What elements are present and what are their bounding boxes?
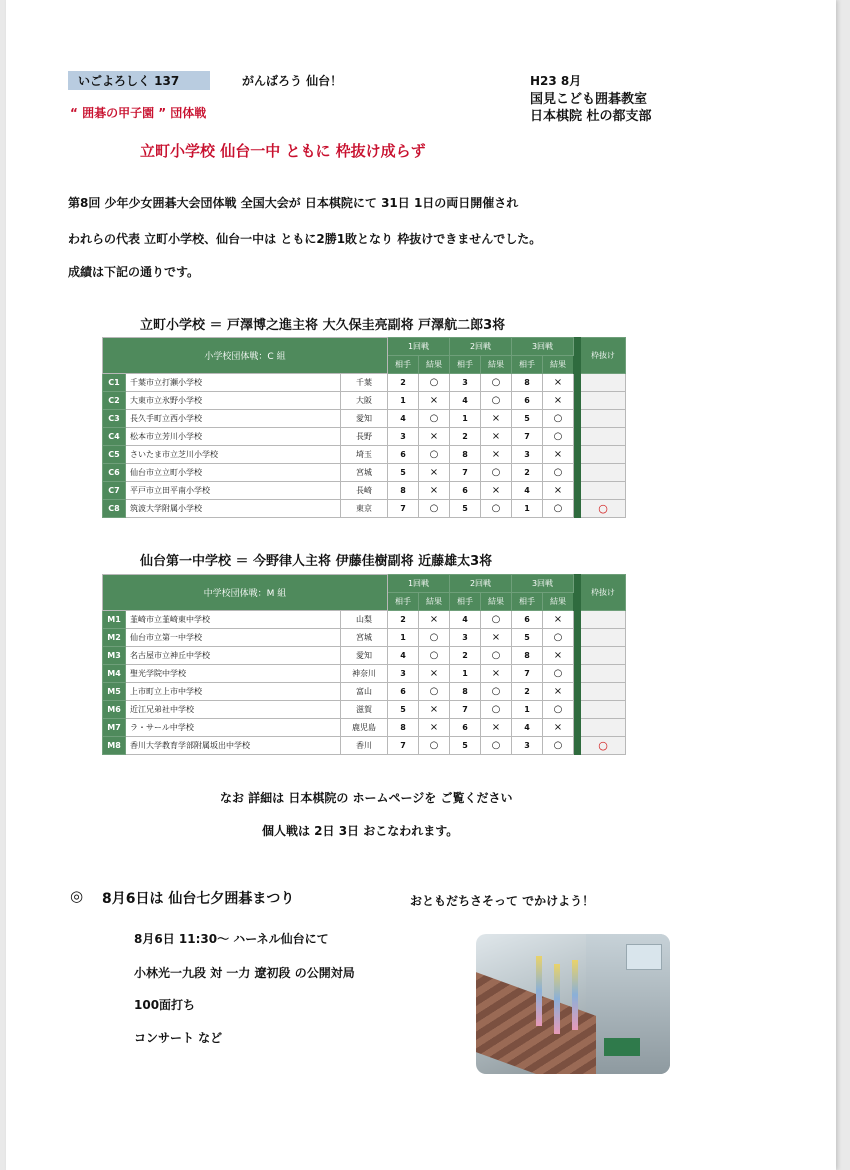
result-header: 結果 <box>419 356 450 374</box>
pass-cell <box>581 665 626 683</box>
pass-cell <box>581 446 626 464</box>
headline: 立町小学校 仙台一中 ともに 枠抜け成らず <box>140 142 426 160</box>
team-id: M5 <box>103 683 126 701</box>
divider <box>574 428 581 446</box>
match-result: ○ <box>543 737 574 755</box>
pass-cell <box>581 500 626 518</box>
opponent-number: 2 <box>450 647 481 665</box>
subtitle: “ 囲碁の甲子園 ” 団体戦 <box>70 106 207 120</box>
match-result: ○ <box>481 392 512 410</box>
prefecture: 山梨 <box>341 611 388 629</box>
opponent-number: 8 <box>388 482 419 500</box>
table-row <box>103 428 626 446</box>
prefecture: 愛知 <box>341 410 388 428</box>
opponent-number: 1 <box>512 701 543 719</box>
team-id: C1 <box>103 374 126 392</box>
match-result: ○ <box>481 500 512 518</box>
divider <box>574 575 581 611</box>
opponent-number: 2 <box>512 683 543 701</box>
round-header: 2回戦 <box>450 575 512 593</box>
match-result: × <box>543 611 574 629</box>
opponent-number: 8 <box>512 374 543 392</box>
divider <box>574 482 581 500</box>
opponent-number: 7 <box>512 665 543 683</box>
note-details: なお 詳細は 日本棋院の ホームページを ご覧ください <box>220 791 513 805</box>
event-line-4: コンサート など <box>134 1031 223 1045</box>
opponent-number: 5 <box>388 464 419 482</box>
opponent-number: 6 <box>512 392 543 410</box>
match-result: × <box>419 719 450 737</box>
pass-cell <box>581 410 626 428</box>
match-result: × <box>419 482 450 500</box>
team-id: C6 <box>103 464 126 482</box>
prefecture: 東京 <box>341 500 388 518</box>
results-table-junior-high <box>102 574 626 755</box>
prefecture: 埼玉 <box>341 446 388 464</box>
match-result: ○ <box>543 701 574 719</box>
prefecture: 愛知 <box>341 647 388 665</box>
team-id: M3 <box>103 647 126 665</box>
opponent-number: 4 <box>388 410 419 428</box>
prefecture: 富山 <box>341 683 388 701</box>
opponent-number: 5 <box>450 500 481 518</box>
table-caption-junior-high: 仙台第一中学校 ＝ 今野律人主将 伊藤佳樹副将 近藤雄太3将 <box>140 554 493 569</box>
result-header: 結果 <box>419 593 450 611</box>
match-result: × <box>481 410 512 428</box>
opponent-number: 1 <box>450 665 481 683</box>
table-row <box>103 701 626 719</box>
pass-cell <box>581 428 626 446</box>
school-name: 長久手町立西小学校 <box>126 410 341 428</box>
divider <box>574 701 581 719</box>
round-header: 3回戦 <box>512 575 574 593</box>
match-result: × <box>481 665 512 683</box>
opponent-number: 6 <box>450 482 481 500</box>
prefecture: 長崎 <box>341 482 388 500</box>
table-row <box>103 629 626 647</box>
org-name-1: 国見こども囲碁教室 <box>530 92 648 107</box>
prefecture: 長野 <box>341 428 388 446</box>
opponent-number: 1 <box>450 410 481 428</box>
table-row <box>103 410 626 428</box>
team-id: C2 <box>103 392 126 410</box>
prefecture: 宮城 <box>341 464 388 482</box>
match-result: × <box>543 446 574 464</box>
opponent-number: 2 <box>512 464 543 482</box>
match-result: ○ <box>481 374 512 392</box>
table-caption-elementary: 立町小学校 ＝ 戸澤博之進主将 大久保圭亮副将 戸澤航二郎3将 <box>140 318 506 333</box>
match-result: ○ <box>481 701 512 719</box>
opponent-header: 相手 <box>512 356 543 374</box>
opponent-number: 8 <box>512 647 543 665</box>
event-line-2: 小林光一九段 対 一力 遼初段 の公開対局 <box>134 966 355 980</box>
result-header: 結果 <box>481 356 512 374</box>
school-name: さいたま市立芝川小学校 <box>126 446 341 464</box>
opponent-number: 4 <box>512 719 543 737</box>
match-result: × <box>543 482 574 500</box>
table-row <box>103 482 626 500</box>
school-name: 名古屋市立神丘中学校 <box>126 647 341 665</box>
prefecture: 鹿児島 <box>341 719 388 737</box>
round-header: 1回戦 <box>388 575 450 593</box>
match-result: ○ <box>419 737 450 755</box>
pass-cell <box>581 683 626 701</box>
divider <box>574 647 581 665</box>
divider <box>574 611 581 629</box>
opponent-number: 7 <box>450 464 481 482</box>
opponent-header: 相手 <box>388 356 419 374</box>
opponent-number: 8 <box>388 719 419 737</box>
team-id: M4 <box>103 665 126 683</box>
opponent-number: 4 <box>450 611 481 629</box>
divider <box>574 629 581 647</box>
divider <box>574 410 581 428</box>
opponent-number: 3 <box>450 374 481 392</box>
org-name-2: 日本棋院 杜の都支部 <box>530 109 652 124</box>
series-label: いごよろしく 137 <box>68 71 210 90</box>
event-title: 8月6日は 仙台七夕囲碁まつり <box>102 891 295 907</box>
pass-cell <box>581 374 626 392</box>
pass-cell <box>581 392 626 410</box>
opponent-number: 2 <box>388 611 419 629</box>
team-id: C8 <box>103 500 126 518</box>
opponent-number: 8 <box>450 683 481 701</box>
opponent-header: 相手 <box>388 593 419 611</box>
result-header: 結果 <box>481 593 512 611</box>
pass-cell <box>581 701 626 719</box>
opponent-number: 6 <box>388 683 419 701</box>
pass-header: 枠抜け <box>581 338 626 374</box>
prefecture: 香川 <box>341 737 388 755</box>
match-result: ○ <box>419 410 450 428</box>
round-header: 1回戦 <box>388 338 450 356</box>
divider <box>574 737 581 755</box>
opponent-number: 2 <box>388 374 419 392</box>
pass-cell <box>581 611 626 629</box>
intro-line-1: 第8回 少年少女囲碁大会団体戦 全国大会が 日本棋院にて 31日 1日の両日開催され <box>68 196 519 210</box>
divider <box>574 500 581 518</box>
table-row <box>103 683 626 701</box>
school-name: ラ・サール中学校 <box>126 719 341 737</box>
school-name: 近江兄弟社中学校 <box>126 701 341 719</box>
opponent-number: 3 <box>512 737 543 755</box>
school-name: 大東市立氷野小学校 <box>126 392 341 410</box>
match-result: × <box>419 665 450 683</box>
table-row <box>103 611 626 629</box>
divider <box>574 683 581 701</box>
result-header: 結果 <box>543 356 574 374</box>
match-result: × <box>481 719 512 737</box>
match-result: × <box>419 611 450 629</box>
intro-line-3: 成績は下記の通りです。 <box>68 265 200 279</box>
match-result: ○ <box>543 410 574 428</box>
document-page <box>6 0 836 1170</box>
pass-cell <box>581 464 626 482</box>
prefecture: 神奈川 <box>341 665 388 683</box>
opponent-number: 5 <box>450 737 481 755</box>
match-result: ○ <box>543 428 574 446</box>
team-id: M8 <box>103 737 126 755</box>
slogan: がんばろう 仙台！ <box>242 74 343 88</box>
opponent-number: 4 <box>388 647 419 665</box>
prefecture: 滋賀 <box>341 701 388 719</box>
divider <box>574 665 581 683</box>
match-result: × <box>481 428 512 446</box>
match-result: ○ <box>543 629 574 647</box>
match-result: ○ <box>419 500 450 518</box>
opponent-number: 8 <box>450 446 481 464</box>
table-row <box>103 500 626 518</box>
prefecture: 大阪 <box>341 392 388 410</box>
pass-cell <box>581 647 626 665</box>
pass-header: 枠抜け <box>581 575 626 611</box>
match-result: × <box>481 446 512 464</box>
intro-line-2: われらの代表 立町小学校、仙台一中は ともに2勝1敗となり 枠抜けできませんでした。 <box>68 232 542 246</box>
match-result: ○ <box>481 464 512 482</box>
match-result: × <box>543 683 574 701</box>
table-row <box>103 647 626 665</box>
match-result: ○ <box>419 683 450 701</box>
pass-cell <box>581 737 626 755</box>
school-name: 松本市立芳川小学校 <box>126 428 341 446</box>
opponent-number: 1 <box>388 392 419 410</box>
prefecture: 宮城 <box>341 629 388 647</box>
pass-mark-icon: ○ <box>598 502 608 515</box>
team-id: M2 <box>103 629 126 647</box>
match-result: × <box>481 629 512 647</box>
opponent-number: 2 <box>450 428 481 446</box>
pass-mark-icon: ○ <box>598 739 608 752</box>
school-name: 筑波大学附属小学校 <box>126 500 341 518</box>
issue-date: H23 8月 <box>530 74 582 88</box>
match-result: × <box>543 719 574 737</box>
opponent-number: 6 <box>512 611 543 629</box>
opponent-number: 6 <box>388 446 419 464</box>
prefecture: 千葉 <box>341 374 388 392</box>
divider <box>574 464 581 482</box>
team-id: C7 <box>103 482 126 500</box>
school-name: 仙台市立第一中学校 <box>126 629 341 647</box>
opponent-number: 7 <box>388 500 419 518</box>
opponent-number: 3 <box>388 665 419 683</box>
opponent-number: 3 <box>450 629 481 647</box>
tanabata-photo <box>476 934 670 1074</box>
opponent-number: 6 <box>450 719 481 737</box>
opponent-header: 相手 <box>450 356 481 374</box>
opponent-number: 4 <box>450 392 481 410</box>
table-row <box>103 665 626 683</box>
pass-cell <box>581 719 626 737</box>
opponent-number: 1 <box>512 500 543 518</box>
table-row <box>103 737 626 755</box>
opponent-number: 1 <box>388 629 419 647</box>
opponent-number: 5 <box>512 629 543 647</box>
opponent-header: 相手 <box>512 593 543 611</box>
opponent-number: 7 <box>450 701 481 719</box>
match-result: ○ <box>543 464 574 482</box>
match-result: ○ <box>481 737 512 755</box>
divider <box>574 338 581 374</box>
table-row <box>103 374 626 392</box>
school-name: 香川大学教育学部附属坂出中学校 <box>126 737 341 755</box>
match-result: ○ <box>419 629 450 647</box>
match-result: × <box>543 374 574 392</box>
match-result: ○ <box>543 665 574 683</box>
team-id: C4 <box>103 428 126 446</box>
event-line-1: 8月6日 11:30〜 ハーネル仙台にて <box>134 932 329 946</box>
table-row <box>103 446 626 464</box>
match-result: × <box>419 464 450 482</box>
school-name: 仙台市立立町小学校 <box>126 464 341 482</box>
table-row <box>103 464 626 482</box>
match-result: × <box>419 392 450 410</box>
match-result: ○ <box>543 500 574 518</box>
table-row <box>103 719 626 737</box>
results-table-elementary <box>102 337 626 518</box>
opponent-number: 7 <box>512 428 543 446</box>
match-result: ○ <box>419 446 450 464</box>
result-header: 結果 <box>543 593 574 611</box>
event-line-3: 100面打ち <box>134 998 196 1012</box>
team-id: M1 <box>103 611 126 629</box>
group-title: 小学校団体戦：C 組 <box>103 338 388 374</box>
match-result: × <box>419 428 450 446</box>
team-id: M7 <box>103 719 126 737</box>
round-header: 2回戦 <box>450 338 512 356</box>
divider <box>574 446 581 464</box>
match-result: × <box>543 392 574 410</box>
divider <box>574 392 581 410</box>
match-result: ○ <box>481 683 512 701</box>
school-name: 上市町立上市中学校 <box>126 683 341 701</box>
opponent-number: 4 <box>512 482 543 500</box>
round-header: 3回戦 <box>512 338 574 356</box>
match-result: ○ <box>481 611 512 629</box>
team-id: C3 <box>103 410 126 428</box>
opponent-header: 相手 <box>450 593 481 611</box>
group-title: 中学校団体戦：M 組 <box>103 575 388 611</box>
event-bullet-icon: ◎ <box>70 887 84 905</box>
opponent-number: 5 <box>388 701 419 719</box>
team-id: M6 <box>103 701 126 719</box>
opponent-number: 5 <box>512 410 543 428</box>
pass-cell <box>581 629 626 647</box>
match-result: ○ <box>419 647 450 665</box>
opponent-number: 3 <box>512 446 543 464</box>
school-name: 千葉市立打瀬小学校 <box>126 374 341 392</box>
school-name: 聖光学院中学校 <box>126 665 341 683</box>
match-result: × <box>419 701 450 719</box>
event-invite: おともだちさそって でかけよう！ <box>410 894 595 908</box>
pass-cell <box>581 482 626 500</box>
school-name: 韮崎市立韮崎東中学校 <box>126 611 341 629</box>
match-result: × <box>543 647 574 665</box>
divider <box>574 374 581 392</box>
note-individual: 個人戦は 2日 3日 おこなわれます。 <box>262 824 459 838</box>
match-result: ○ <box>419 374 450 392</box>
table-row <box>103 392 626 410</box>
divider <box>574 719 581 737</box>
match-result: ○ <box>481 647 512 665</box>
team-id: C5 <box>103 446 126 464</box>
opponent-number: 7 <box>388 737 419 755</box>
school-name: 平戸市立田平南小学校 <box>126 482 341 500</box>
match-result: × <box>481 482 512 500</box>
opponent-number: 3 <box>388 428 419 446</box>
